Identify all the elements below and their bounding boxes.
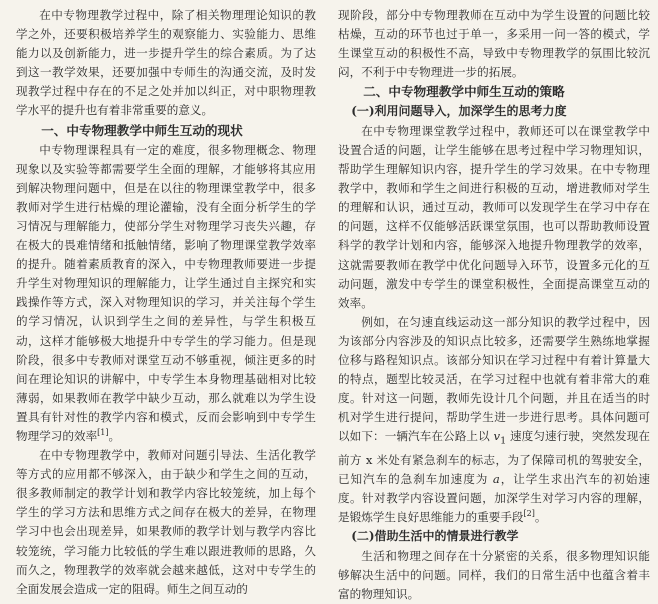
strategy-paragraph-2-part-c: ，让学生求出汽车的初始速度。针对教学内容设置问题，加深学生对学习内容的理解，是锻炼学生良好思维能力的重要手段 xyxy=(338,471,650,525)
variable-a: a xyxy=(492,471,500,486)
variable-v: v xyxy=(493,429,501,444)
citation-2: [2] xyxy=(523,509,535,519)
section-heading-status: 一、中专物理教学中师生互动的现状 xyxy=(41,122,243,138)
strategy-paragraph-2-part-a: 例如，在匀速直线运动这一部分知识的教学过程中，因为该部分内容涉及的知识点比较多，还需要学生熟练地掌握位移与路程知识点。该部分知识在学习过程中有着计算量大的特点，题型比较灵活，在学习过程中也就有着非常大的难度。针对这一问题，教师先设计几个问题，并且在适当的时机对学生进行提问，帮助学生进一步进行思考。具体问题可以如下：一辆汽车在公路上以 xyxy=(338,314,650,444)
status-paragraph-1 xyxy=(16,141,316,447)
strategy-paragraph-3: 生活和物理之间存在十分紧密的关系，很多物理知识能够解决生活中的问题。同样，我们的日常生活中也蕴含着丰富的物理知识。 xyxy=(338,548,650,601)
continued-paragraph: 现阶段，部分中专物理教师在互动中为学生设置的问题比较枯燥，互动的环节也过于单一，多采用一问一答的模式，学生课堂互动的积极性不高，导致中专物理教学的氛围比较沉闷，不利于中专物理进一步的拓展。 xyxy=(338,8,650,80)
strategy-paragraph-2-part-d: 。 xyxy=(534,510,547,525)
subheading-life-scenario: (二)借助生活中的情景进行教学 xyxy=(351,529,519,544)
citation-1: [1] xyxy=(97,428,109,438)
status-paragraph-2: 在中专物理教学中，教师对问题引导法、生活化教学等方式的应用都不够深入，由于缺少和学生之间的互动，很多教师制定的教学计划和教学内容比较笼统，加上每个学生的学习方法和思维方式之间存在极大的差异，在物理学习中也会出现差异，如果教师的教学计划与教学内容比较笼统，学习能力比较低的学生难以跟进教师的思路，久而久之，物理教学的效率就会越来越低，这对中专学生的全面发展会造成一定的阻碍。师生之间互动的 xyxy=(16,448,316,596)
subheading-question-import: (一)利用问题导入，加深学生的思考力度 xyxy=(351,104,567,119)
section-heading-strategy: 二、中专物理教学中师生互动的策略 xyxy=(363,84,565,100)
left-column xyxy=(16,6,316,596)
right-column xyxy=(338,6,650,601)
intro-paragraph: 在中专物理教学过程中，除了相关物理理论知识的教学之外，还要积极培养学生的观察能力、实验能力、思维能力以及创新能力，进一步提升学生的综合素质。为了达到这一教学效果，还要加强中专师生的沟通交流，及时发现教学过程中存在的不足之处并加以纠正，对中职物理教学水平的提升也有着非常重要的意义。 xyxy=(16,8,316,118)
status-paragraph-1-text: 中专物理课程具有一定的难度，很多物理概念、物理现象以及实验等都需要学生全面的理解，才能够将其应用到解决物理问题中，但是在以往的物理课堂教学中，很多教师对学生进行枯燥的理论灌输，没有全面分析学生的学习情况与理解能力，使部分学生对物理学习丧失兴趣，存在极大的畏难情绪和抵触情绪，影响了物理课堂教学效率的提升。随着素质教育的深入，中专物理教师要进一步提升学生对物理知识的理解能力，让学生通过自主探究和实践操作等方式，深入对物理知识的学习，并关注每个学生的学习情况，认识到学生之间的差异性，与学生积极互动，这样才能够极大地提升中专学生的学习能力。但是现阶段，很多中专教师对课堂互动不够重视，倾注更多的时间在理论知识的讲解中，中专学生本身物理基础相对比较薄弱，如果教师在教学中缺少互动，那么就难以为学生设置具有针对性的教学内容和模式，反而会影响到中专学生物理学习的效率 xyxy=(16,142,316,443)
strategy-paragraph-2 xyxy=(338,313,650,527)
strategy-paragraph-2-part-b: 速度匀速行驶，突然发现在前方 x 米处有紧急刹车的标志，为了保障司机的驾驶安全，已知汽车的急刹车加速度为 xyxy=(338,429,650,486)
status-paragraph-1-end: 。 xyxy=(108,428,121,443)
variable-v-subscript: 1 xyxy=(500,435,507,447)
strategy-paragraph-1: 在中专物理课堂教学过程中，教师还可以在课堂教学中设置合适的问题，让学生能够在思考过程中学习物理知识，帮助学生理解知识内容，提升学生的学习效果。在中专物理教学中，教师和学生之间进行积极的互动，增进教师对学生的理解和认识，通过互动，教师可以发现学生在学习中存在的问题，这样不仅能够活跃课堂氛围，也可以帮助教师设置科学的教学计划和内容，能够深入地提升物理教学的效率，这就需要教师在教学中优化问题导入环节，设置多元化的互动问题，激发中专学生的课堂积极性，全面提高课堂互动的效率。 xyxy=(338,123,650,310)
